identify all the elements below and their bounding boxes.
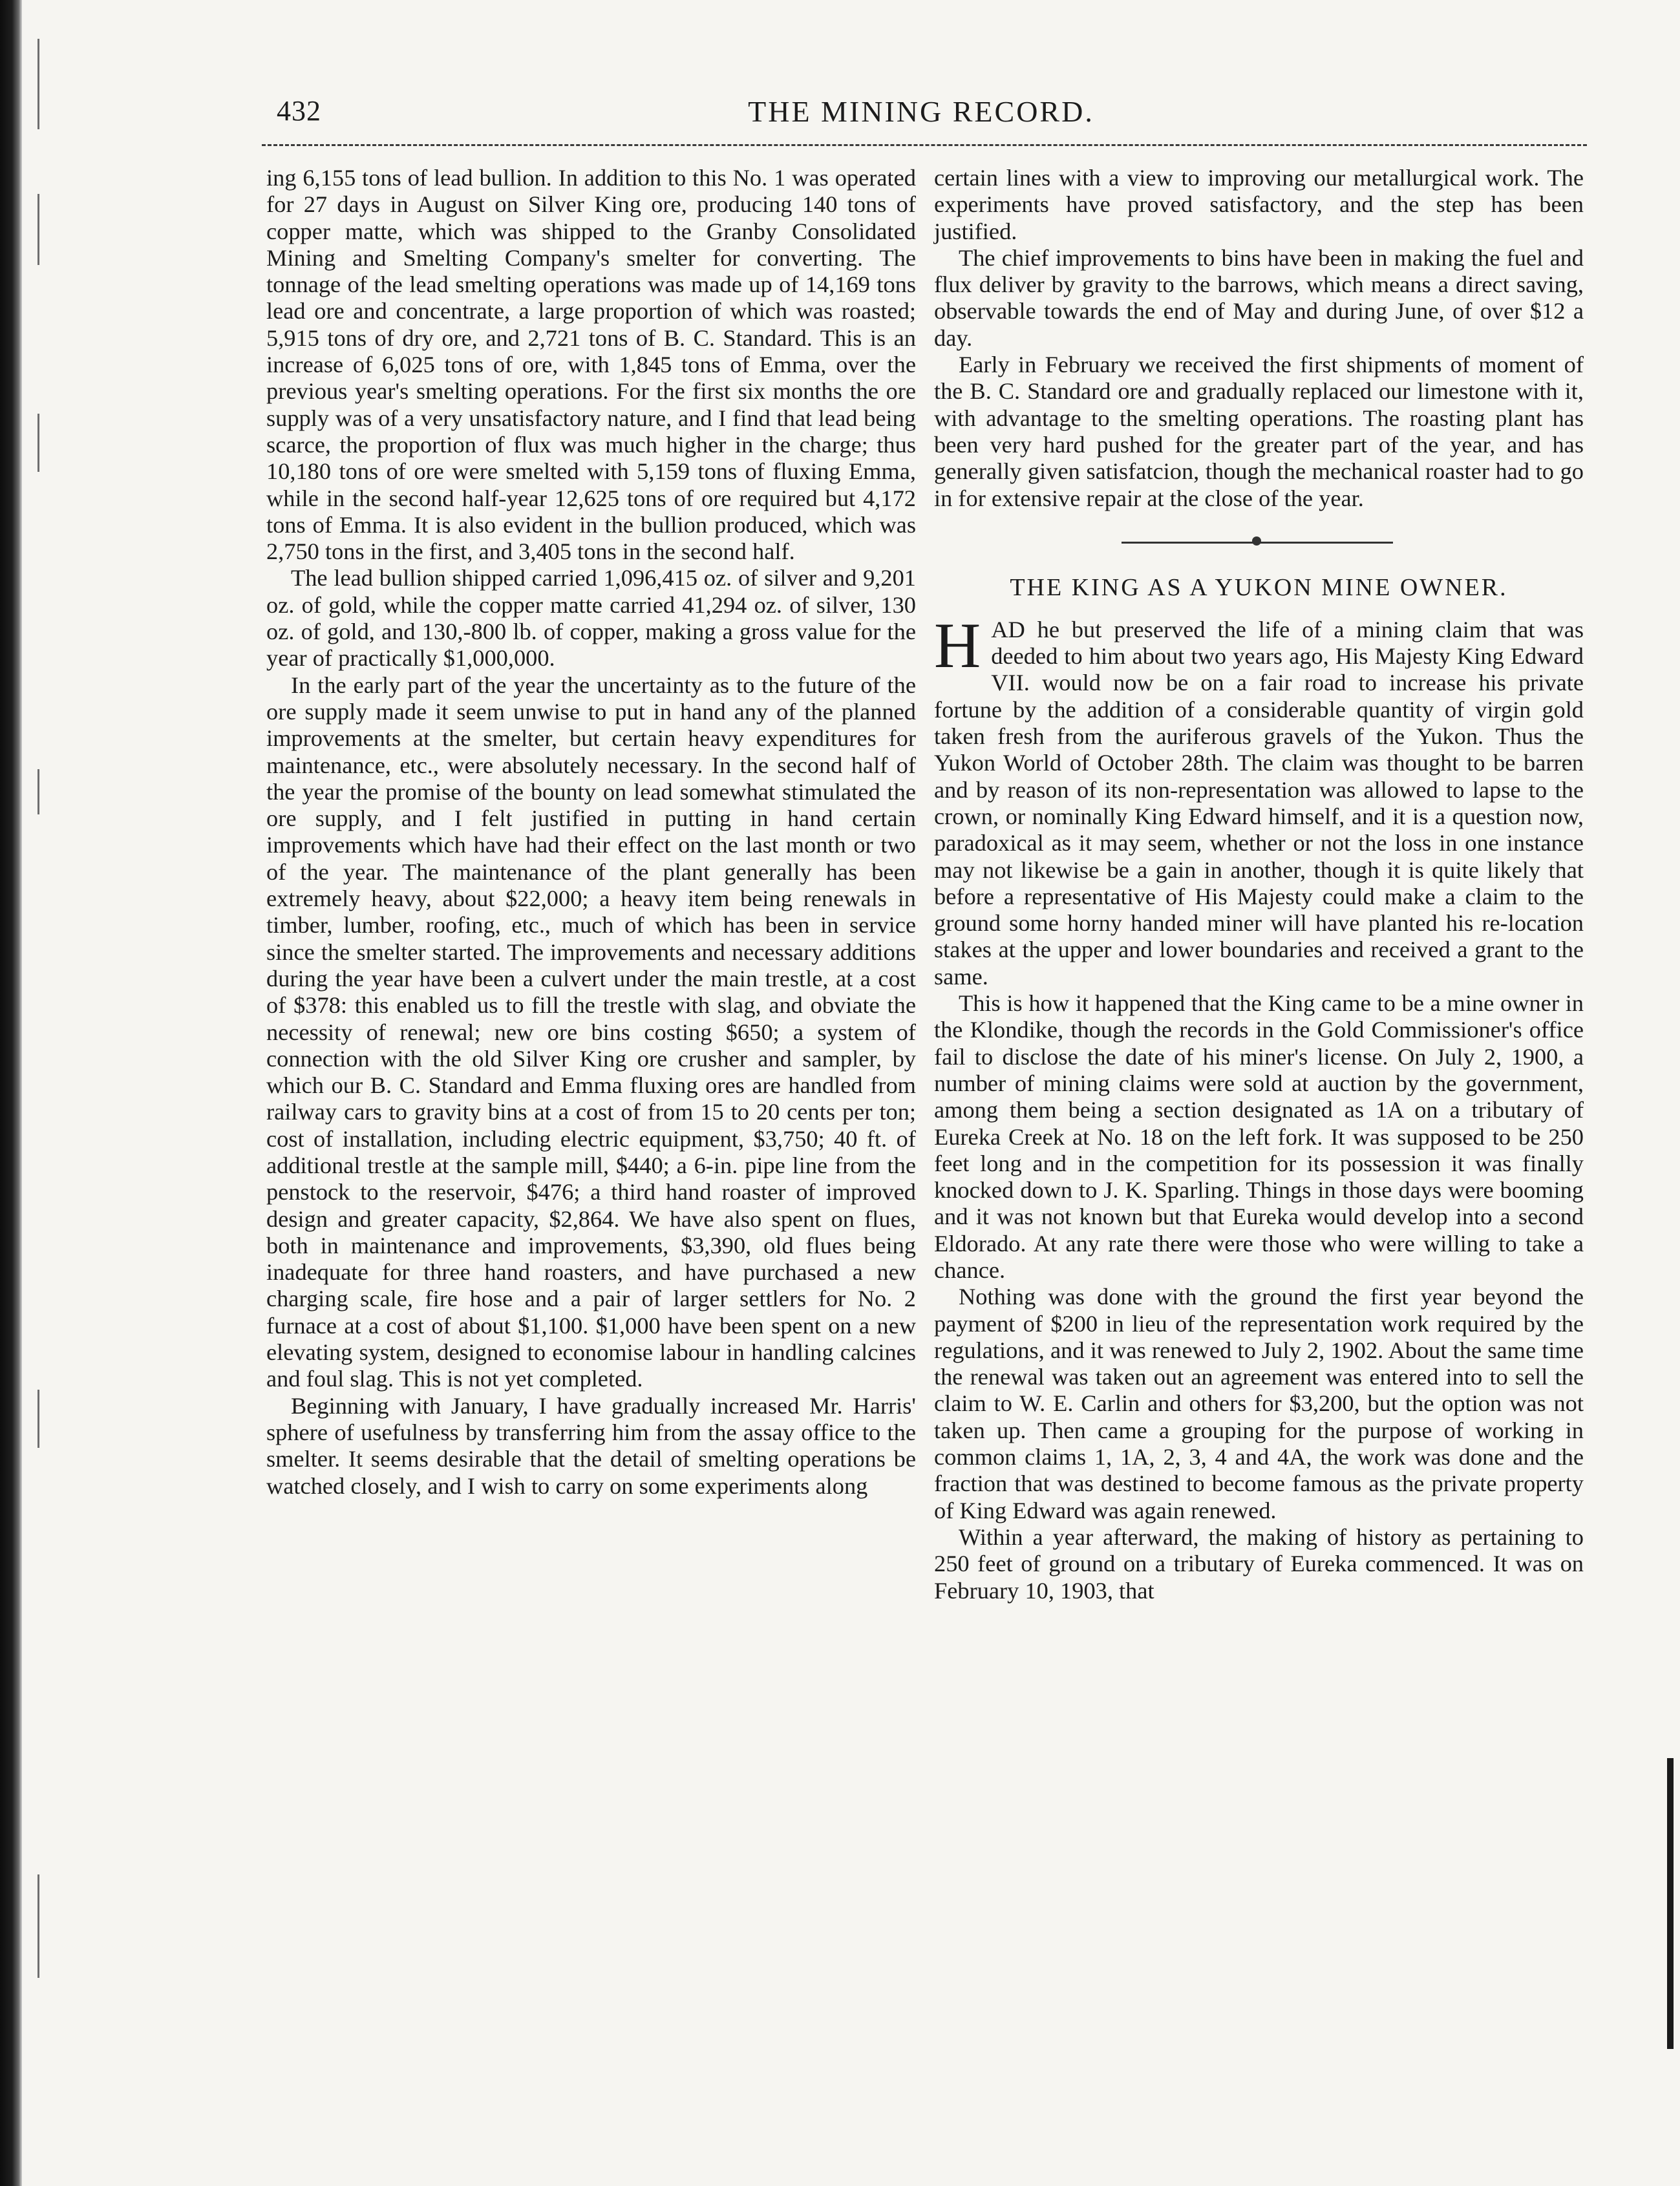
scan-speck <box>37 1390 39 1448</box>
paragraph: Nothing was done with the ground the first year beyond the payment of $200 in lieu of the representation work required by the regulations, and it was renewed to July 2, 1902. About the same time the renewal was taken out an agreement was entered into to sell the claim to W. E. Carlin and others for $3,200, but the option was not taken up. Then came a grouping for the purpose of working in common claims 1, 1A, 2, 3, 4 and 4A, the work was done and the fraction that was destined to become famous as the private property of King Edward was again renewed. <box>934 1284 1584 1523</box>
scan-edge-mark <box>1667 1758 1674 2049</box>
scan-speck <box>37 414 39 472</box>
binding-edge <box>0 0 22 2186</box>
scan-speck <box>37 769 39 814</box>
right-column <box>934 165 1584 1604</box>
scan-speck <box>37 194 39 265</box>
paragraph: The lead bullion shipped carried 1,096,415 oz. of silver and 9,201 oz. of gold, while the copper matte carried 41,294 oz. of silver, 130 oz. of gold, and 130,-800 lb. of copper, making a gross value for the year of practically $1,000,000. <box>266 565 916 672</box>
article-first-paragraph <box>934 609 1584 990</box>
paragraph-text: AD he but preserved the life of a mining claim that was deeded to him about two years ago, His Majesty King Edward VII. would now be on a fair road to increase his private fortune by the addition of a considerable quantity of virgin gold taken fresh from the auriferous gravels of the Yukon. Thus the Yukon World of October 28th. The claim was thought to be barren and by reason of its non-representation was allowed to lapse to the crown, or nominally King Edward himself, and it is a question now, paradoxical as it may seem, whether or not the loss in one instance may not likewise be a gain in another, though it is quite likely that before a representative of His Majesty could make a claim to the ground some horny handed miner will have planted his re-location stakes at the upper and lower boundaries and received a grant to the same. <box>934 616 1584 990</box>
article-heading: THE KING AS A YUKON MINE OWNER. <box>1010 573 1508 601</box>
page-number: 432 <box>277 95 321 127</box>
section-divider <box>934 512 1584 565</box>
paragraph: ing 6,155 tons of lead bullion. In addition to this No. 1 was operated for 27 days in August on Silver King ore, producing 140 tons of copper matte, which was shipped to the Granby Consolidated Mining and Smelting Company's smelter for converting. The tonnage of the lead smelting operations was made up of 14,169 tons lead ore and concentrate, a large proportion of which was roasted; 5,915 tons of dry ore, and 2,721 tons of B. C. Standard. This is an increase of 6,025 tons of ore, with 1,845 tons of Emma, over the previous year's smelting operations. For the first six months the ore supply was of a very unsatisfactory nature, and I find that lead being scarce, the proportion of flux was much higher in the charge; thus 10,180 tons of ore were smelted with 5,159 tons of fluxing Emma, while in the second half-year 12,625 tons of ore required but 4,172 tons of Emma. It is also evident in the bullion produced, which was 2,750 tons in the first, and 3,405 tons in the second half. <box>266 165 916 565</box>
header-rule <box>262 144 1587 146</box>
scan-speck <box>37 39 39 129</box>
drop-cap: H <box>934 609 981 681</box>
scan-speck <box>37 1874 39 1978</box>
paragraph: certain lines with a view to improving our metallurgical work. The experiments have proved satisfactory, and the step has been justified. <box>934 165 1584 244</box>
left-column <box>266 165 916 1500</box>
paragraph: In the early part of the year the uncertainty as to the future of the ore supply made it seem unwise to put in hand any of the planned improvements at the smelter, but certain heavy expenditures for maintenance, etc., were absolutely necessary. In the second half of the year the promise of the bounty on lead somewhat stimulated the ore supply, and I felt justified in putting in hand certain improvements which have had their effect on the last month or two of the year. The maintenance of the plant generally has been extremely heavy, about $22,000; a heavy item being renewals in timber, lumber, roofing, etc., much of which has been in service since the smelter started. The improvements and necessary additions during the year have been a culvert under the main trestle, at a cost of $378: this enabled us to fill the trestle with slag, and obviate the necessity of renewal; new ore bins costing $650; a system of connection with the old Silver King ore crusher and sampler, by which our B. C. Standard and Emma fluxing ores are handled from railway cars to gravity bins at a cost of from 15 to 20 cents per ton; cost of installation, including electric equipment, $3,750; 40 ft. of additional trestle at the sample mill, $440; a 6-in. pipe line from the penstock to the reservoir, $476; a third hand roaster of improved design and greater capacity, $2,864. We have also spent on flues, both in maintenance and improvements, $3,390, old flues being inadequate for three hand roasters, and have purchased a new charging scale, fire hose and a pair of larger settlers for No. 2 furnace at a cost of about $1,100. $1,000 have been spent on a new elevating system, designed to economise labour in handling calcines and foul slag. This is not yet completed. <box>266 672 916 1392</box>
page-header <box>259 94 1584 140</box>
paragraph: The chief improvements to bins have been in making the fuel and flux deliver by gravity to the barrows, which means a direct saving, observable towards the end of May and during June, of over $12 a day. <box>934 244 1584 351</box>
journal-title: THE MINING RECORD. <box>748 95 1094 128</box>
paragraph: Early in February we received the first shipments of moment of the B. C. Standard ore and gradually replaced our limestone with it, with advantage to the smelting operations. The roasting plant has been very hard pushed for the greater part of the year, and has generally given satisfatcion, though the mechanical roaster had to go in for extensive repair at the close of the year. <box>934 352 1584 511</box>
paragraph: Beginning with January, I have gradually increased Mr. Harris' sphere of usefulness by transferring him from the assay office to the smelter. It seems desirable that the detail of smelting operations be watched closely, and I wish to carry on some experiments along <box>266 1392 916 1499</box>
paragraph: This is how it happened that the King came to be a mine owner in the Klondike, though the records in the Gold Commissioner's office fail to disclose the date of his miner's license. On July 2, 1900, a number of mining claims were sold at auction by the government, among them being a section designated as 1A on a tributary of Eureka Creek at No. 18 on the left fork. It was supposed to be 250 feet long and in the competition for its possession it was finally knocked down to J. K. Sparling. Things in those days were booming and it was not known but that Eureka would develop into a second Eldorado. At any rate there were those who were willing to take a chance. <box>934 990 1584 1283</box>
paragraph: Within a year afterward, the making of history as pertaining to 250 feet of ground on a tributary of Eureka commenced. It was on February 10, 1903, that <box>934 1523 1584 1604</box>
